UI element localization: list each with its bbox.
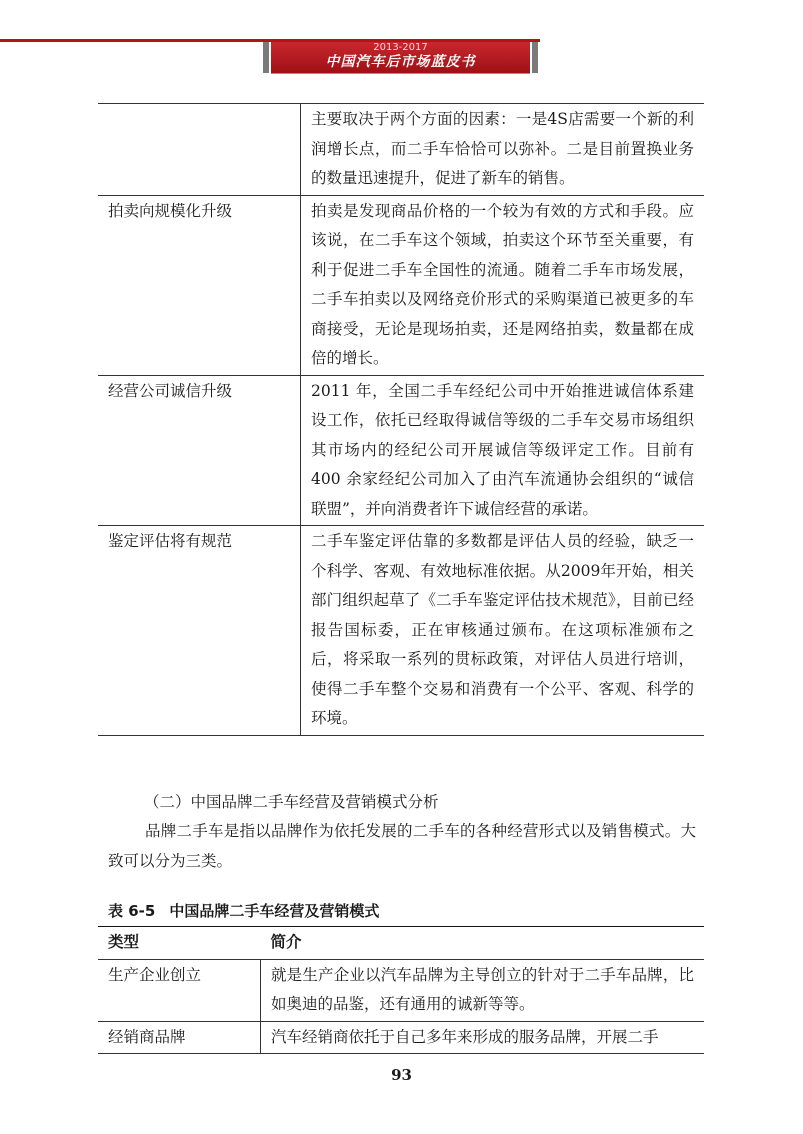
header-right-bar bbox=[532, 42, 538, 73]
table-row bbox=[98, 104, 704, 196]
brand-mode-table bbox=[98, 926, 704, 1054]
row-text: 主要取决于两个方面的因素：一是4S店需要一个新的利润增长点，而二手车恰恰可以弥补。二是目前置换业务的数量迅速提升，促进了新车的销售。 bbox=[301, 104, 705, 196]
row-text: 二手车鉴定评估靠的多数都是评估人员的经验，缺乏一个科学、客观、有效地标准依据。从2009年开始，相关部门组织起草了《二手车鉴定评估技术规范》，目前已经报告国标委，正在审核通过颁布。在这项标准颁布之后，将采取一系列的贯标政策，对评估人员进行培训，使得二手车整个交易和消费有一个公平、客观、科学的环境。 bbox=[301, 526, 705, 736]
row-label: 拍卖向规模化升级 bbox=[98, 195, 301, 375]
header-underline bbox=[271, 73, 530, 74]
table-header-row bbox=[98, 927, 704, 960]
row-label: 经销商品牌 bbox=[98, 1021, 261, 1054]
trend-table bbox=[98, 103, 704, 736]
row-label: 生产企业创立 bbox=[98, 959, 261, 1021]
table-row bbox=[98, 526, 704, 736]
header-left-bar bbox=[263, 42, 269, 73]
body-paragraph: 品牌二手车是指以品牌作为依托发展的二手车的各种经营形式以及销售模式。大致可以分为三类。 bbox=[108, 822, 696, 870]
row-label: 鉴定评估将有规范 bbox=[98, 526, 301, 736]
column-header-intro: 简介 bbox=[261, 927, 705, 960]
table-row bbox=[98, 1021, 704, 1054]
row-text: 就是生产企业以汽车品牌为主导创立的针对于二手车品牌，比如奥迪的品鉴，还有通用的诚新等等。 bbox=[261, 959, 705, 1021]
table-caption bbox=[108, 898, 393, 924]
section-heading: （二）中国品牌二手车经营及营销模式分析 bbox=[144, 793, 439, 811]
row-text: 拍卖是发现商品价格的一个较为有效的方式和手段。应该说，在二手车这个领域，拍卖这个环节至关重要，有利于促进二手车全国性的流通。随着二手车市场发展，二手车拍卖以及网络竞价形式的采购渠道已被更多的车商接受，无论是现场拍卖，还是网络拍卖，数量都在成倍的增长。 bbox=[301, 195, 705, 375]
header-banner bbox=[271, 42, 530, 73]
table-row bbox=[98, 959, 704, 1021]
table-row bbox=[98, 195, 704, 375]
header-book-title: 中国汽车后市场蓝皮书 bbox=[325, 54, 476, 70]
table-caption-number: 表 6-5 bbox=[108, 902, 156, 920]
row-label: 经营公司诚信升级 bbox=[98, 375, 301, 526]
table-caption-title: 中国品牌二手车经营及营销模式 bbox=[169, 902, 380, 920]
table-row bbox=[98, 375, 704, 526]
row-text: 汽车经销商依托于自己多年来形成的服务品牌，开展二手 bbox=[261, 1021, 705, 1054]
row-label bbox=[98, 104, 301, 196]
page-number: 93 bbox=[391, 1066, 412, 1084]
column-header-type: 类型 bbox=[98, 927, 261, 960]
row-text: 2011 年，全国二手车经纪公司中开始推进诚信体系建设工作，依托已经取得诚信等级的二手车交易市场组织其市场内的经纪公司开展诚信等级评定工作。目前有 400 余家经纪公司加入了由汽车流通协会组织的“诚信联盟”，并向消费者许下诚信经营的承诺。 bbox=[301, 375, 705, 526]
header-year-range: 2013-2017 bbox=[373, 42, 428, 53]
